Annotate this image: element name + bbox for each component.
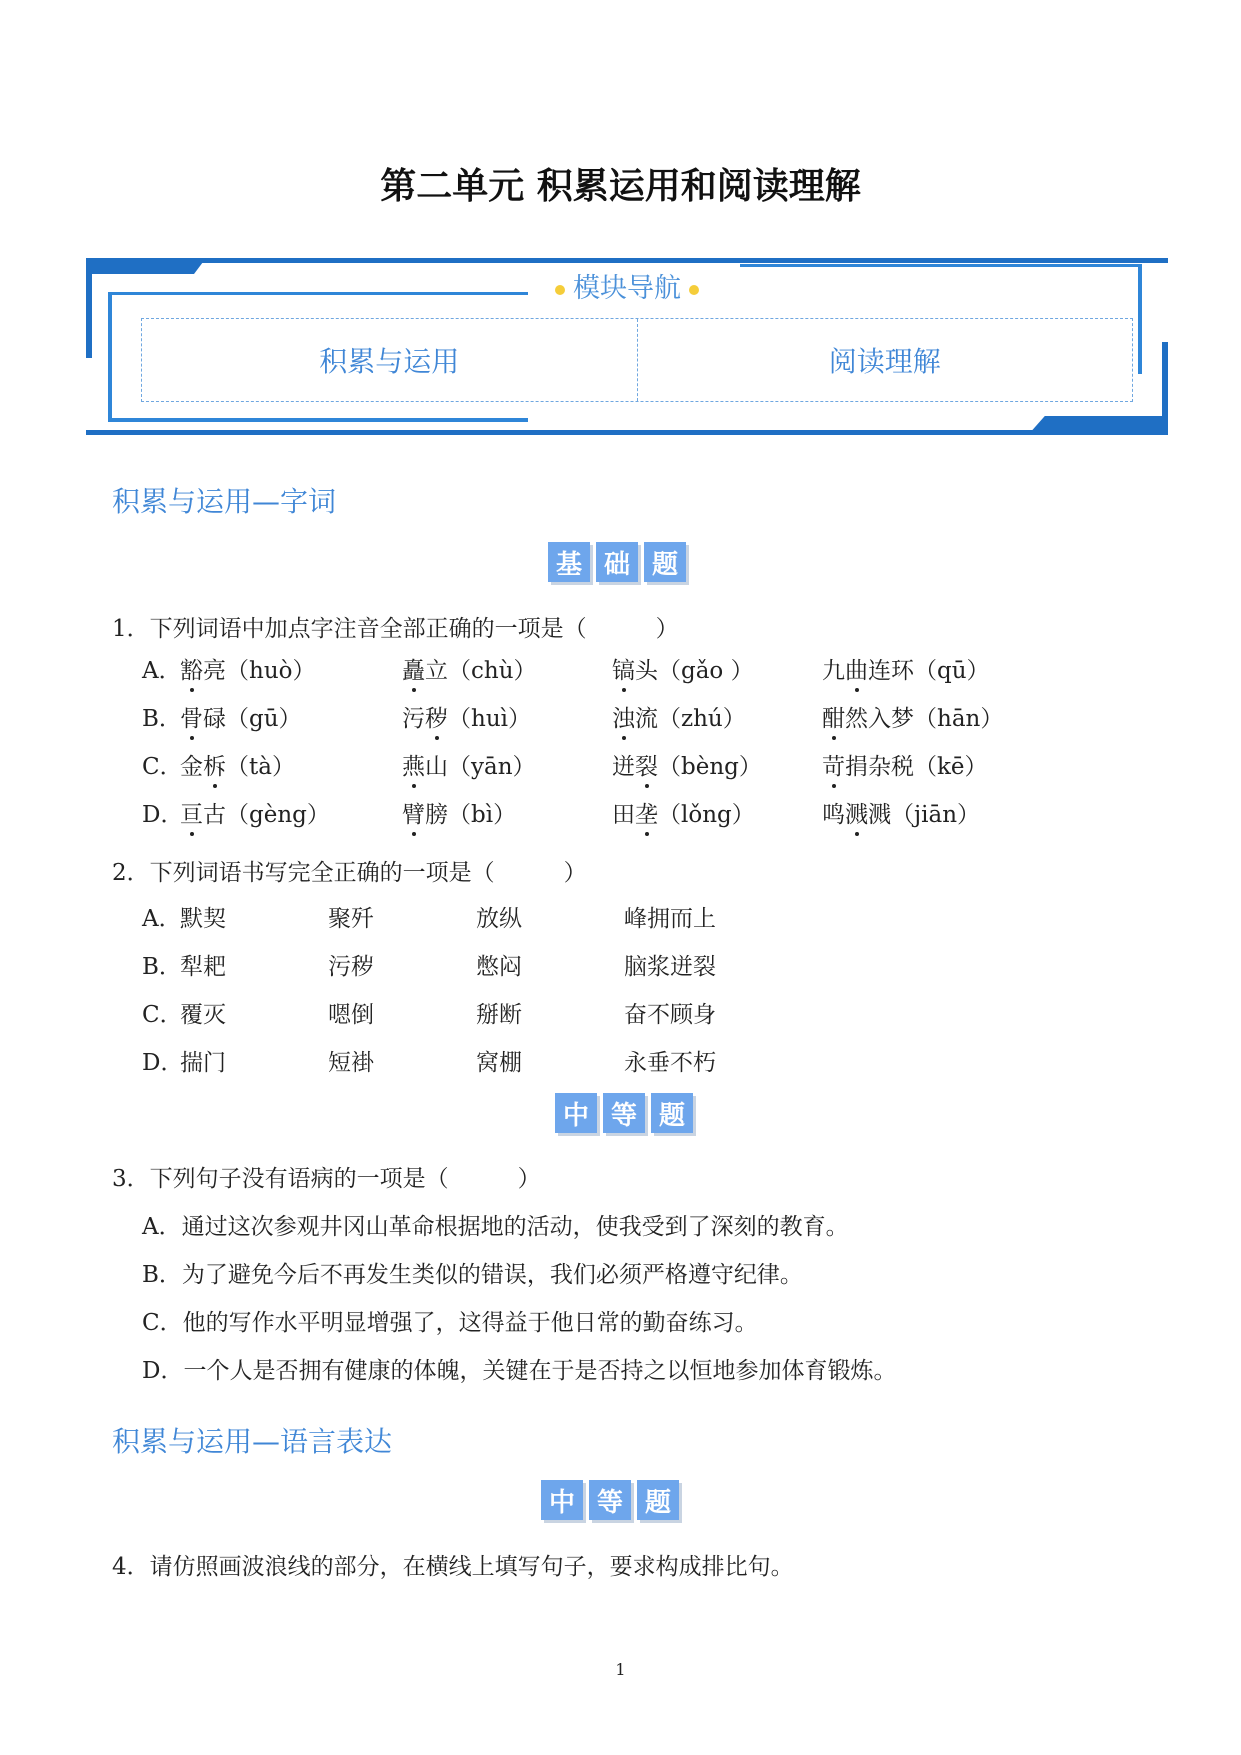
badge-char: 中	[541, 1480, 583, 1520]
option-term: 镐头（gǎo ）	[612, 658, 754, 684]
dotted-char: 柝	[203, 754, 226, 780]
option-term: 苛捐杂税（kē）	[822, 754, 988, 780]
option-term: 奋不顾身	[624, 1002, 716, 1028]
option-term: 亘古（gèng）	[180, 802, 330, 828]
option-term: 覆灭	[180, 1002, 226, 1028]
option-term: 鸣溅溅（jiān）	[822, 802, 981, 828]
option-label: C．	[142, 754, 183, 780]
dotted-char: 浊	[612, 706, 635, 732]
frame-line	[86, 258, 1168, 263]
option-label: B．	[142, 954, 182, 980]
badge-char: 题	[644, 542, 686, 582]
option-term: 掰断	[476, 1002, 522, 1028]
option-term: 田垄（lǒng）	[612, 802, 755, 828]
badge-char: 题	[651, 1093, 693, 1133]
option-term: 短褂	[328, 1050, 374, 1076]
frame-line	[108, 292, 112, 422]
dotted-char: 酣	[822, 706, 845, 732]
option-term: 聚歼	[328, 906, 374, 932]
nav-link-accumulation[interactable]: 积累与运用	[319, 345, 460, 378]
option-term: 矗立（chù）	[402, 658, 537, 684]
dotted-char: 溅	[845, 802, 868, 828]
option-term: 放纵	[476, 906, 522, 932]
dotted-char: 骨	[180, 706, 203, 732]
option-term: 窝棚	[476, 1050, 522, 1076]
dotted-char: 燕	[402, 754, 425, 780]
dotted-char: 亘	[180, 802, 203, 828]
frame-corner	[1028, 416, 1168, 435]
badge-char: 中	[555, 1093, 597, 1133]
dotted-char: 秽	[425, 706, 448, 732]
option-term: 金柝（tà）	[180, 754, 295, 780]
option-label: A．	[142, 658, 182, 684]
question-1-stem: 1．下列词语中加点字注音全部正确的一项是（ ）	[112, 616, 679, 642]
option-term: 污秽（huì）	[402, 706, 531, 732]
question-3-option-b: B．为了避免今后不再发生类似的错误，我们必须严格遵守纪律。	[142, 1262, 803, 1288]
option-term: 豁亮（huò）	[180, 658, 316, 684]
module-navigation	[86, 258, 1168, 438]
option-term: 峰拥而上	[624, 906, 716, 932]
dotted-char: 苛	[822, 754, 845, 780]
dotted-char: 垄	[635, 802, 658, 828]
dotted-char: 豁	[180, 658, 203, 684]
question-4-stem: 4．请仿照画波浪线的部分，在横线上填写句子，要求构成排比句。	[112, 1554, 794, 1580]
option-term: 骨碌（gū）	[180, 706, 302, 732]
dot-icon	[689, 285, 699, 295]
badge-char: 等	[589, 1480, 631, 1520]
option-label: A．	[142, 906, 182, 932]
difficulty-badge-basic	[548, 542, 686, 582]
page-title: 第二单元 积累运用和阅读理解	[380, 166, 861, 207]
nav-box	[141, 318, 1133, 402]
option-term: 嗯倒	[328, 1002, 374, 1028]
dotted-char: 镐	[612, 658, 635, 684]
option-term: 憋闷	[476, 954, 522, 980]
option-term: 犁耙	[180, 954, 226, 980]
option-term: 酣然入梦（hān）	[822, 706, 1004, 732]
badge-char: 题	[637, 1480, 679, 1520]
frame-line	[1162, 342, 1168, 422]
question-3-option-a: A．通过这次参观井冈山革命根据地的活动，使我受到了深刻的教育。	[142, 1214, 849, 1240]
option-term: 默契	[180, 906, 226, 932]
option-term: 迸裂（bèng）	[612, 754, 762, 780]
section-heading: 积累与运用—字词	[112, 485, 337, 518]
option-label: B．	[142, 706, 182, 732]
section-heading: 积累与运用—语言表达	[112, 1425, 393, 1458]
badge-char: 基	[548, 542, 590, 582]
difficulty-badge-medium	[555, 1093, 693, 1133]
option-term: 浊流（zhú）	[612, 706, 746, 732]
dotted-char: 臂	[402, 802, 425, 828]
question-3-option-c: C．他的写作水平明显增强了，这得益于他日常的勤奋练习。	[142, 1310, 758, 1336]
question-3-option-d: D．一个人是否拥有健康的体魄，关键在于是否持之以恒地参加体育锻炼。	[142, 1358, 897, 1384]
nav-title-text: 模块导航	[573, 273, 681, 304]
question-3-stem: 3．下列句子没有语病的一项是（ ）	[112, 1166, 541, 1192]
option-term: 臂膀（bì）	[402, 802, 517, 828]
option-term: 九曲连环（qū）	[822, 658, 990, 684]
option-term: 揣门	[180, 1050, 226, 1076]
dot-icon	[555, 285, 565, 295]
question-2-stem: 2．下列词语书写完全正确的一项是（ ）	[112, 860, 587, 886]
option-term: 燕山（yān）	[402, 754, 536, 780]
page-number: 1	[615, 1660, 626, 1679]
badge-char: 等	[603, 1093, 645, 1133]
frame-line	[86, 430, 1168, 435]
badge-char: 础	[596, 542, 638, 582]
option-label: D．	[142, 1050, 184, 1076]
option-term: 永垂不朽	[624, 1050, 716, 1076]
dotted-char: 曲	[845, 658, 868, 684]
option-label: C．	[142, 1002, 183, 1028]
option-label: D．	[142, 802, 184, 828]
dotted-char: 矗	[402, 658, 425, 684]
frame-line	[108, 418, 528, 422]
difficulty-badge-medium	[541, 1480, 679, 1520]
nav-title	[86, 266, 1168, 305]
option-term: 污秽	[328, 954, 374, 980]
option-term: 脑浆迸裂	[624, 954, 716, 980]
dotted-char: 裂	[635, 754, 658, 780]
nav-link-reading[interactable]: 阅读理解	[637, 319, 1133, 401]
